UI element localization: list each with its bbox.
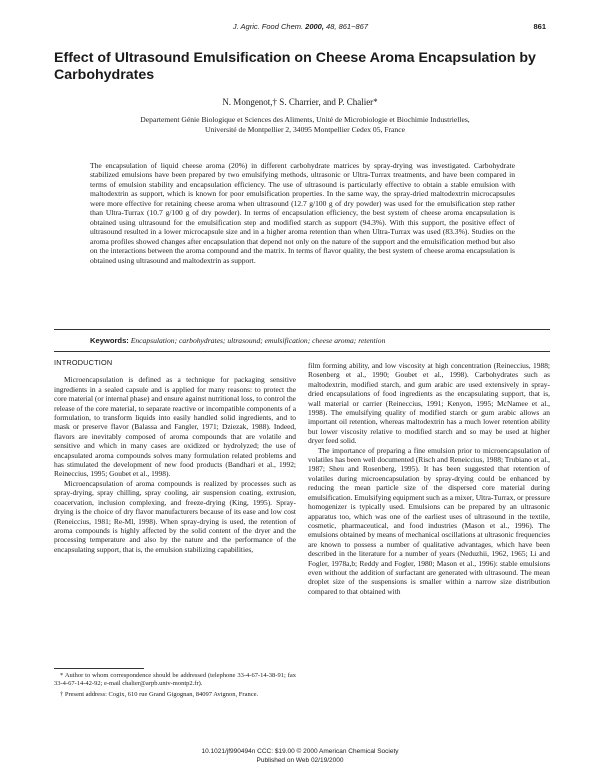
journal-pages: 861−867: [338, 22, 368, 31]
author-list: N. Mongenot,† S. Charrier, and P. Chalier*: [222, 97, 378, 107]
affiliation-line-2: Université de Montpellier 2, 34095 Montpellier Cedex 05, France: [205, 124, 405, 134]
keywords-line: [90, 336, 550, 345]
keywords-list: Encapsulation; carbohydrates; ultrasound; emulsification; cheese aroma; retention: [130, 336, 386, 345]
page-number: 861: [533, 22, 546, 31]
abstract: The encapsulation of liquid cheese aroma (20%) in different carbohydrate matrices by spray-drying was investigated. Carbohydrate stabilized emulsions have been prepared by two emulsifying methods, ultrasonic or Ultra-Turrax treatments, and have been compared in terms of emulsion stability and encapsulation efficiency. The use of ultrasound is particularly effective to obtain a stable emulsion with maltodextrin as support, which is known for poor emulsification properties. In the same way, the spray-dried maltodextrin microcapsules were more effective for retaining cheese aroma when ultrasound (12.7 g/100 g of dry powder) was used for the emulsification step rather than Ultra-Turrax (10.7 g/100 g of dry powder). In terms of encapsulation efficiency, the best system of cheese aroma encapsulation is obtained using ultrasound for the emulsification step and modified starch as support (94.3%). With this support, the positive effect of ultrasound resulted in a lower microcapsule size and in a higher aroma retention than when Ultra-Turrax was used (83.3%). Studies on the aroma profiles showed changes after encapsulation that depend not only on the nature of the support and the emulsification method but also on the interactions between the aroma compound and the matrix. In terms of flavor quality, the best system of cheese aroma encapsulation is obtained using ultrasound and maltodextrin as support.: [90, 161, 515, 265]
right-column: [308, 361, 550, 596]
footnote-correspondence: * Author to whom correspondence should be addressed (telephone 33-4-67-14-38-91; fax 33-4-67-14-42-92; e-mail chalier@arpb.univ-montp2.fr).: [54, 672, 296, 688]
page-footer: [0, 748, 600, 765]
left-column: [54, 358, 296, 554]
body-paragraph: Microencapsulation of aroma compounds is realized by processes such as spray-drying, spray chilling, spray cooling, air suspension coating, extrusion, coacervation, inclusion complexing, and freeze-drying (King, 1995). Spray-drying is the choice of dry flavor manufacturers because of its ease and low cost (Reneiccius, 1981; Re-Ml, 1998). When spray-drying is used, the retention of aroma compounds is highly affected by the solid content of the dryer and the processing temperature and also by the nature and the performance of the encapsulating support, that is, the emulsion stabilizing capabilities,: [54, 478, 296, 554]
body-paragraph: Microencapsulation is defined as a technique for packaging sensitive ingredients in a sealed capsule and is applied for many reasons: to protect the core material (or internal phase) and ensure against nutritional loss, to control the release of the core material, to separate reactive or incompatible components of a formulation, to transform liquids into easily handled solid ingredients, and to mask or preserve flavor (Balassa and Fangler, 1971; Dziezak, 1988). Indeed, flavors are inevitably composed of aroma compounds that are volatile and sensitive and which in many cases are oxidized or hydrolyzed; the use of encapsulated aroma compounds solves many formulation related problems and has stimulated the development of new food products (Bandhari et al., 1992; Reineccius, 1995; Goubet et al., 1998).: [54, 375, 296, 479]
section-heading-introduction: INTRODUCTION: [54, 358, 113, 367]
footnote-rule: [54, 668, 144, 669]
keywords-label: Keywords:: [90, 336, 129, 345]
affiliation-line-1: Departement Génie Biologique et Sciences des Aliments, Unité de Microbiologie et Biochimie Industrielles,: [140, 115, 470, 124]
journal-citation: [233, 22, 368, 31]
journal-year: 2000,: [305, 22, 324, 31]
publication-date-line: Published on Web 02/19/2000: [256, 756, 344, 764]
keywords-top-rule: [54, 329, 550, 330]
doi-copyright-line: 10.1021/jf990494n CCC: $19.00 © 2000 American Chemical Society: [201, 748, 399, 755]
article-title: Effect of Ultrasound Emulsification on Cheese Aroma Encapsulation by Carbohydrates: [54, 50, 536, 83]
footnotes: [54, 672, 296, 701]
affiliation: [80, 115, 530, 134]
keywords-bottom-rule: [54, 351, 550, 352]
footnote-present-address: † Present address: Cogix, 610 rue Grand Gigognan, 84097 Avignon, France.: [60, 690, 259, 698]
journal-volume: 48,: [326, 22, 337, 31]
journal-name: J. Agric. Food Chem.: [232, 22, 304, 31]
body-paragraph: The importance of preparing a fine emulsion prior to microencapsulation of volatiles has been well documented (Risch and Reneiccius, 1988; Trubiano et al., 1987; Sheu and Rosenberg, 1995). It has been suggested that retention of volatiles during microencapsulation by spray-drying could be enhanced by reducing the mean particle size of the dispersed core material during emulsification. Emulsifying equipment such as a mixer, Ultra-Turrax, or pressure homogenizer is typically used. Emulsions can be prepared by an ultrasonic apparatus too, which was one of the earliest uses of ultrasound in the textile, cosmetic, pharmaceutical, and food industries (Mason et al., 1996). The emulsions obtained by means of mechanical oscillations at ultrasonic frequencies are known to possess a number of qualitative advantages, which have been described in the literature for a number of years (Neduzhii, 1962, 1965; Li and Fogler, 1978a,b; Reddy and Fogler, 1980; Mason et al., 1996): stable emulsions even without the addition of surfactant are generated with ultrasound. The mean droplet size of the suspensions is smaller within a narrow size distribution compared to that obtained with: [308, 445, 550, 596]
body-paragraph: film forming ability, and low viscosity at high concentration (Reineccius, 1988; Rosenberg et al., 1990; Goubet et al., 1998). Carbohydrates such as maltodextrin, modified starch, and gum arabic are used extensively in spray-dried encapsulations of food ingredients as the encapsulating support, that is, wall material or carrier (Reineccius, 1991; Kenyon, 1995; McNamee et al., 1998). The emulsifying quality of modified starch or gum arabic allows an important oil retention, whereas maltodextrin has a much lower retention ability but lower viscosity relative to modified starch and so may be used at higher dryer feed solid.: [308, 361, 550, 446]
running-head: [0, 22, 600, 34]
